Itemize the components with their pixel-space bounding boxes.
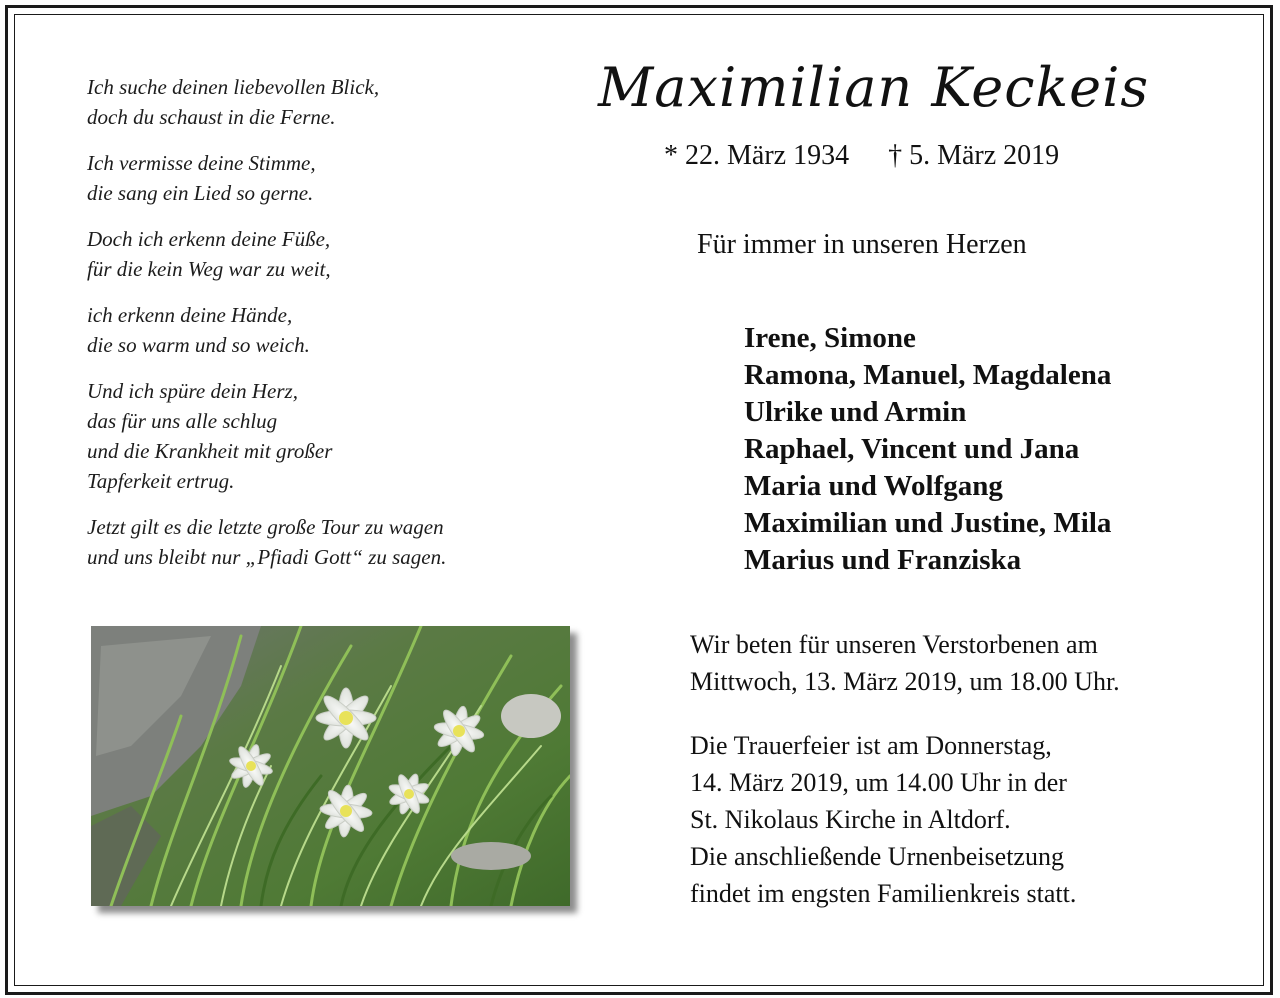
poem-line: für die kein Weg war zu weit, xyxy=(87,257,331,281)
family-line: Maria und Wolfgang xyxy=(744,470,1003,502)
poem-line: Und ich spüre dein Herz, xyxy=(87,379,298,403)
prayer-notice xyxy=(690,626,1210,700)
motto: Für immer in unseren Herzen xyxy=(697,229,1027,260)
poem-stanza xyxy=(87,72,567,132)
poem-line: und uns bleibt nur „Pfiadi Gott“ zu sagen. xyxy=(87,545,447,569)
family-line: Marius und Franziska xyxy=(744,544,1022,576)
poem-stanza xyxy=(87,376,567,496)
poem xyxy=(87,72,567,588)
poem-line: Ich vermisse deine Stimme, xyxy=(87,151,316,175)
notice-line: St. Nikolaus Kirche in Altdorf. xyxy=(690,805,1011,834)
notice-line: Wir beten für unseren Verstorbenen am xyxy=(690,630,1098,659)
funeral-notice xyxy=(690,727,1210,912)
life-dates xyxy=(664,140,1091,172)
family-line: Ramona, Manuel, Magdalena xyxy=(744,359,1112,391)
poem-stanza xyxy=(87,224,567,284)
notice-line: Die anschließende Urnenbeisetzung xyxy=(690,842,1064,871)
poem-line: doch du schaust in die Ferne. xyxy=(87,105,336,129)
family-list xyxy=(744,320,1111,579)
poem-line: die sang ein Lied so gerne. xyxy=(87,181,314,205)
family-line: Raphael, Vincent und Jana xyxy=(744,433,1080,465)
poem-stanza xyxy=(87,300,567,360)
notice-line: Mittwoch, 13. März 2019, um 18.00 Uhr. xyxy=(690,667,1120,696)
poem-line: Doch ich erkenn deine Füße, xyxy=(87,227,331,251)
poem-line: Tapferkeit ertrug. xyxy=(87,469,235,493)
family-line: Ulrike und Armin xyxy=(744,396,967,428)
poem-line: die so warm und so weich. xyxy=(87,333,310,357)
poem-stanza xyxy=(87,512,567,572)
birth-date: * 22. März 1934 xyxy=(664,140,850,171)
poem-line: das für uns alle schlug xyxy=(87,409,278,433)
family-line: Maximilian und Justine, Mila xyxy=(744,507,1112,539)
poem-line: Jetzt gilt es die letzte große Tour zu wagen xyxy=(87,515,444,539)
poem-stanza xyxy=(87,148,567,208)
poem-line: Ich suche deinen liebevollen Blick, xyxy=(87,75,380,99)
edelweiss-photo xyxy=(91,626,570,906)
poem-line: und die Krankheit mit großer xyxy=(87,439,333,463)
death-date: † 5. März 2019 xyxy=(888,140,1060,171)
poem-line: ich erkenn deine Hände, xyxy=(87,303,293,327)
deceased-name: Maximilian Keckeis xyxy=(598,56,1150,119)
notice-line: findet im engsten Familienkreis statt. xyxy=(690,879,1077,908)
family-line: Irene, Simone xyxy=(744,322,916,354)
notice-line: Die Trauerfeier ist am Donnerstag, xyxy=(690,731,1052,760)
notice-line: 14. März 2019, um 14.00 Uhr in der xyxy=(690,768,1067,797)
